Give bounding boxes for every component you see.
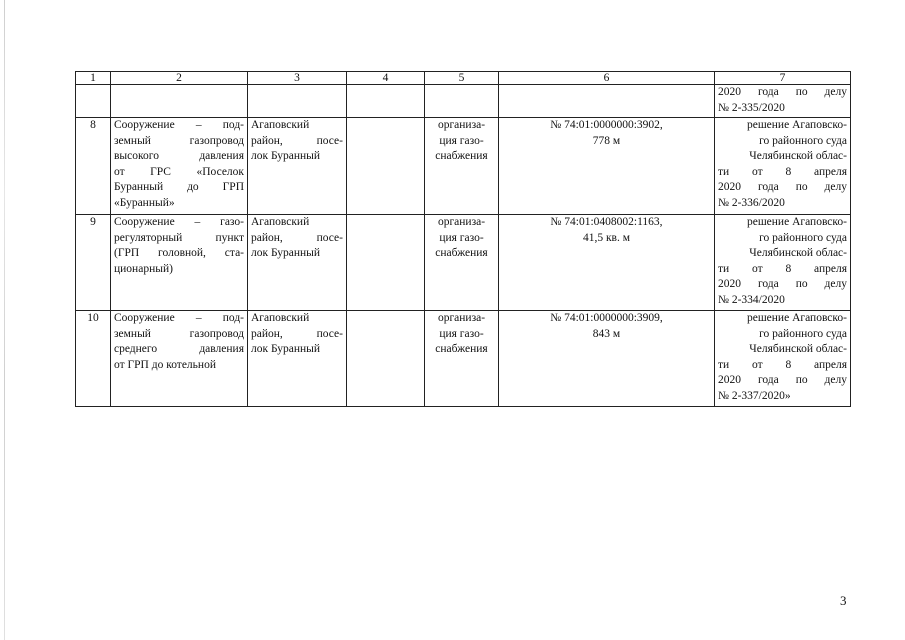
text-line: район, посе- xyxy=(251,231,343,244)
object-cell xyxy=(111,215,248,311)
text-line: 41,5 кв. м xyxy=(582,231,631,244)
column-number-row xyxy=(76,72,851,85)
table-cell xyxy=(111,85,248,118)
location-cell xyxy=(248,311,347,407)
column-number: 3 xyxy=(248,72,347,85)
text-line: ция газо- xyxy=(439,327,484,340)
text-line: организа- xyxy=(437,312,486,324)
text-line: го районного суда xyxy=(759,134,847,147)
text-line: земный газопровод xyxy=(114,134,244,147)
location-cell xyxy=(248,215,347,311)
text-line: район, посе- xyxy=(251,327,343,340)
text-line: № 2-336/2020 xyxy=(718,196,785,209)
table-cell xyxy=(248,85,347,118)
text-line: ция газо- xyxy=(439,134,484,147)
text-line: «Буранный» xyxy=(114,196,175,209)
text-line: земный газопровод xyxy=(114,327,244,340)
table-cell xyxy=(347,311,425,407)
text-line: организа- xyxy=(437,119,486,131)
row-number: 9 xyxy=(76,215,111,311)
text-line: ти от 8 апреля xyxy=(718,358,847,371)
text-line: снабжения xyxy=(435,150,488,163)
row-number: 8 xyxy=(76,118,111,215)
text-line: (ГРП головной, ста- xyxy=(114,247,244,260)
organization-cell xyxy=(425,215,499,311)
column-number: 6 xyxy=(499,72,715,85)
table-row xyxy=(76,215,851,311)
text-line: Челябинской облас- xyxy=(749,150,847,163)
text-line: лок Буранный xyxy=(251,343,321,356)
cadastral-cell xyxy=(499,118,715,215)
object-cell xyxy=(111,311,248,407)
text-line: Сооружение – газо- xyxy=(114,216,244,228)
cadastral-cell xyxy=(499,311,715,407)
text-line: Челябинской облас- xyxy=(749,343,847,356)
text-line: Сооружение – под- xyxy=(114,312,244,324)
text-line: № 74:01:0000000:3902, xyxy=(550,119,663,131)
text-line: решение Агаповско- xyxy=(746,216,847,228)
table-cell xyxy=(76,85,111,118)
scan-left-edge xyxy=(4,0,5,640)
text-line: от ГРП до котельной xyxy=(114,358,216,371)
text-line: № 2-335/2020 xyxy=(718,101,785,114)
text-line: Челябинской облас- xyxy=(749,247,847,260)
text-line: решение Агаповско- xyxy=(746,119,847,131)
text-line: ти от 8 апреля xyxy=(718,262,847,275)
table-cell xyxy=(499,85,715,118)
decision-cell xyxy=(715,215,851,311)
text-line: 843 м xyxy=(592,327,621,340)
text-line: 2020 года по делу xyxy=(718,374,847,387)
text-line: лок Буранный xyxy=(251,247,321,260)
text-line: среднего давления xyxy=(114,343,244,356)
text-line: 2020 года по делу xyxy=(718,86,847,98)
table-row xyxy=(76,311,851,407)
text-line: снабжения xyxy=(435,247,488,260)
text-line: от ГРС «Поселок xyxy=(114,165,244,178)
text-line: Агаповский xyxy=(251,312,310,324)
cadastral-cell xyxy=(499,215,715,311)
decision-cell xyxy=(715,85,851,118)
column-number: 7 xyxy=(715,72,851,85)
text-line: 778 м xyxy=(592,134,621,147)
column-number: 1 xyxy=(76,72,111,85)
organization-cell xyxy=(425,118,499,215)
text-line: Буранный до ГРП xyxy=(114,181,244,194)
text-line: регуляторный пункт xyxy=(114,231,244,244)
organization-cell xyxy=(425,311,499,407)
page-number: 3 xyxy=(840,593,847,608)
table-row xyxy=(76,118,851,215)
decision-cell xyxy=(715,311,851,407)
row-number: 10 xyxy=(76,311,111,407)
text-line: высокого давления xyxy=(114,150,244,163)
column-number: 2 xyxy=(111,72,248,85)
text-line: 2020 года по делу xyxy=(718,181,847,194)
continuation-row xyxy=(76,85,851,118)
location-cell xyxy=(248,118,347,215)
text-line: го районного суда xyxy=(759,231,847,244)
text-line: ти от 8 апреля xyxy=(718,165,847,178)
text-line: № 2-334/2020 xyxy=(718,293,785,306)
text-line: 2020 года по делу xyxy=(718,278,847,291)
object-cell xyxy=(111,118,248,215)
table-cell xyxy=(347,215,425,311)
text-line: организа- xyxy=(437,216,486,228)
text-line: лок Буранный xyxy=(251,150,321,163)
decision-cell xyxy=(715,118,851,215)
text-line: район, посе- xyxy=(251,134,343,147)
text-line: го районного суда xyxy=(759,327,847,340)
table-cell xyxy=(347,85,425,118)
text-line: № 2-337/2020» xyxy=(718,389,791,402)
text-line: ция газо- xyxy=(439,231,484,244)
table-cell xyxy=(425,85,499,118)
text-line: решение Агаповско- xyxy=(746,312,847,324)
column-number: 4 xyxy=(347,72,425,85)
text-line: № 74:01:0408002:1163, xyxy=(550,216,663,228)
text-line: ционарный) xyxy=(114,262,173,275)
text-line: снабжения xyxy=(435,343,488,356)
text-line: № 74:01:0000000:3909, xyxy=(550,312,663,324)
table-cell xyxy=(347,118,425,215)
text-line: Агаповский xyxy=(251,119,310,131)
text-line: Сооружение – под- xyxy=(114,119,244,131)
column-number: 5 xyxy=(425,72,499,85)
registry-table xyxy=(75,71,851,407)
text-line: Агаповский xyxy=(251,216,310,228)
